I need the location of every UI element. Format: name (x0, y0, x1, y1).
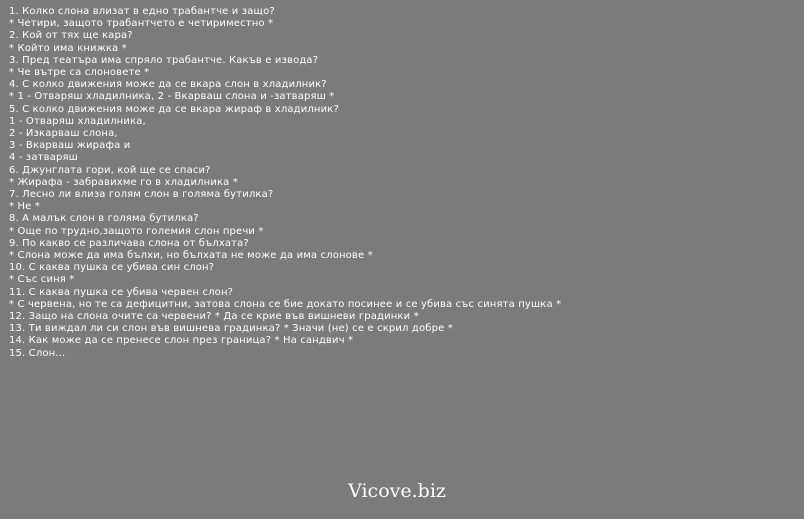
joke-line: 12. Защо на слона очите са червени? * Да се крие във вишневи градинки * (9, 311, 419, 323)
joke-line: 8. А малък слон в голяма бутилка? (9, 213, 199, 225)
joke-line: 4. С колко движения може да се вкара слон в хладилник? (9, 79, 327, 91)
joke-line: 1. Колко слона влизат в едно трабантче и защо? (9, 6, 275, 17)
joke-line: * С червена, но те са дефицитни, затова слона се бие докато посинее и се убива със синята пушка * (9, 298, 562, 310)
joke-line: 6. Джунглата гори, кой ще се спаси? (9, 164, 211, 176)
joke-line: * 1 - Отваряш хладилника, 2 - Вкарваш слона и -затваряш * (9, 91, 335, 103)
joke-line: 3 - Вкарваш жирафа и (9, 140, 131, 152)
joke-line: * Че вътре са слоновете * (9, 67, 150, 79)
joke-line: * Четири, защото трабантчето е четириместно * (9, 18, 274, 30)
joke-text-block (9, 6, 569, 360)
joke-line: 11. С каква пушка се убива червен слон? (9, 286, 234, 298)
joke-line: * Още по трудно,защото големия слон пречи * (9, 225, 264, 237)
joke-line: * Жирафа - забравихме го в хладилника * (9, 176, 238, 188)
joke-line: 2. Кой от тях ще кара? (9, 30, 133, 42)
joke-line: * Със синя * (9, 274, 75, 286)
joke-line: 9. По какво се различава слона от бълхата? (9, 237, 249, 249)
joke-line: 7. Лесно ли влиза голям слон в голяма бутилка? (9, 189, 274, 201)
site-watermark: Vicove.biz (348, 480, 446, 502)
joke-line: 14. Как може да се пренесе слон през граница? * На сандвич * (9, 335, 354, 347)
joke-line: 13. Ти виждал ли си слон във вишнева градинка? * Значи (не) се е скрил добре * (9, 323, 453, 335)
joke-line: 4 - затваряш (9, 152, 78, 164)
joke-line: 15. Слон... (9, 347, 66, 359)
joke-line: 2 - Изкарваш слона, (9, 128, 118, 140)
joke-line: * Не * (9, 201, 40, 213)
joke-line: 5. С колко движения може да се вкара жираф в хладилник? (9, 103, 339, 115)
joke-line: * Слона може да има бълхи, но бълхата не може да има слонове * (9, 250, 373, 262)
joke-line: 10. С каква пушка се убива син слон? (9, 262, 215, 274)
joke-line: * Който има книжка * (9, 42, 127, 54)
joke-line: 1 - Отваряш хладилника, (9, 115, 146, 127)
joke-line: 3. Пред театъра има спряло трабантче. Какъв е извода? (9, 54, 319, 66)
